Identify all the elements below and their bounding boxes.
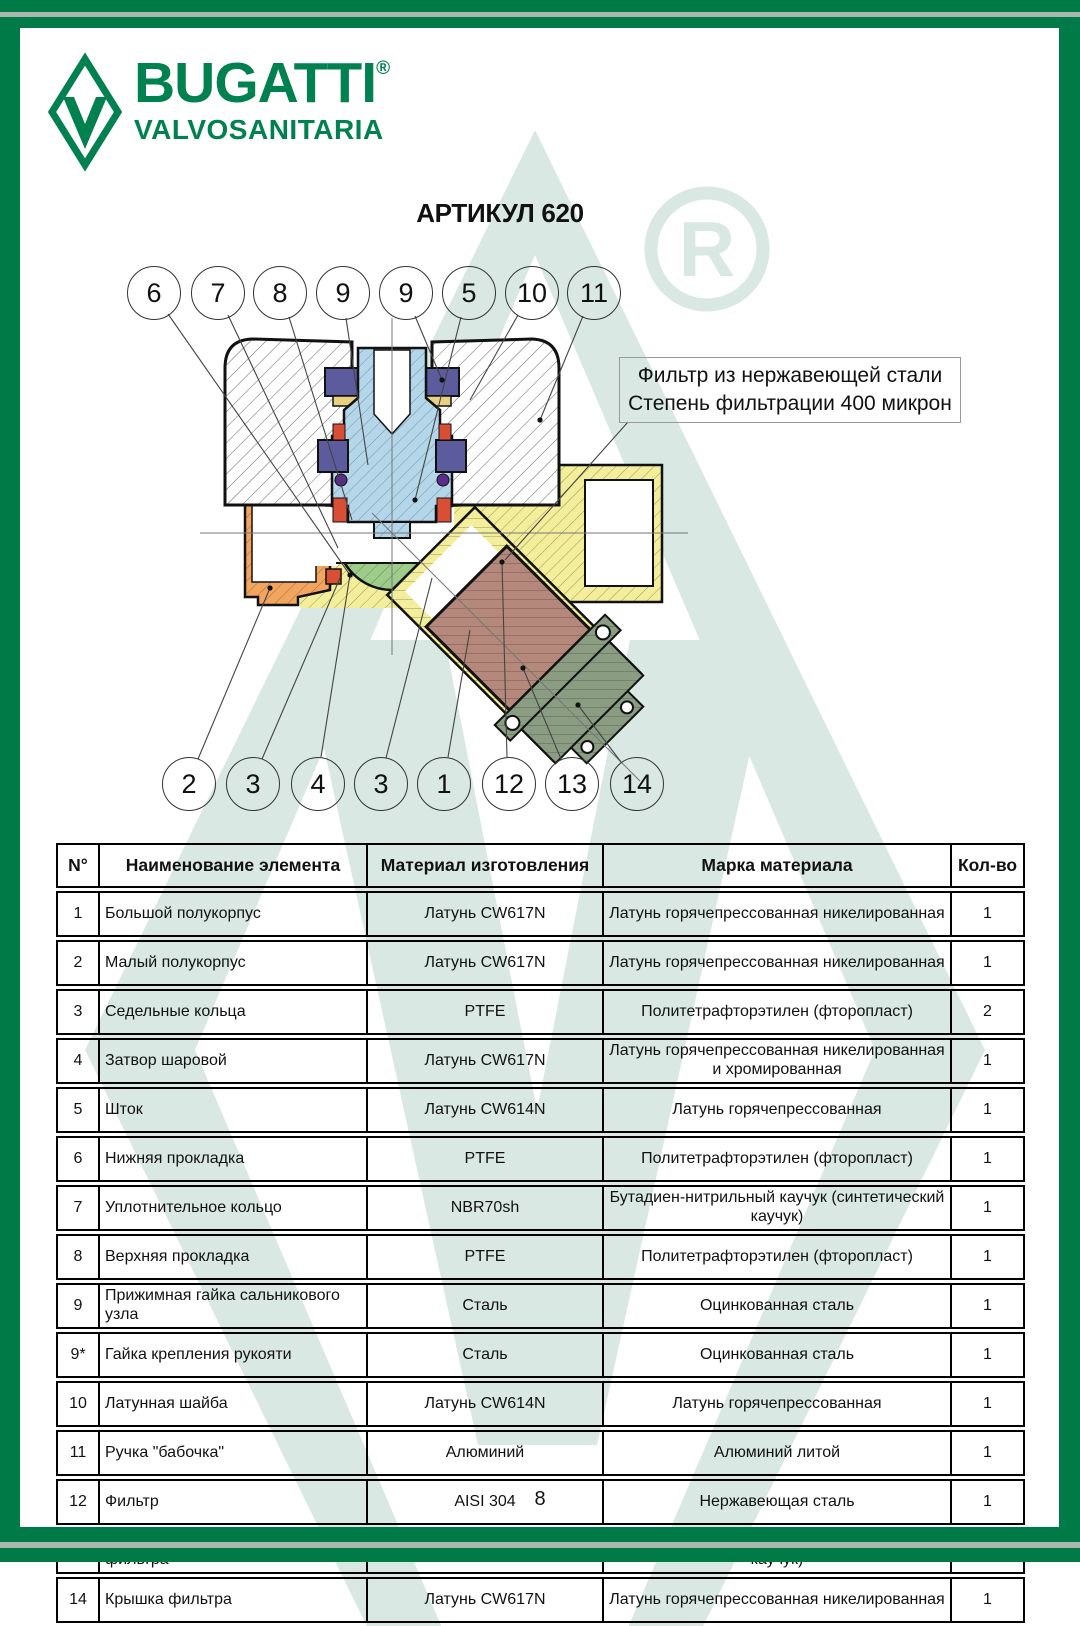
header-c-material: Материал изготовления bbox=[368, 843, 604, 888]
cell-c-mark: Бутадиен-нитрильный каучук (синтетический каучук) bbox=[604, 1185, 952, 1231]
callout-8: 8 bbox=[253, 266, 307, 320]
cell-c-qty: 1 bbox=[952, 1087, 1025, 1133]
cell-c-num: 1 bbox=[56, 891, 100, 937]
cell-c-name: Верхняя прокладка bbox=[100, 1234, 368, 1280]
bugatti-diamond-icon bbox=[48, 55, 122, 169]
cell-c-material: PTFE bbox=[368, 1234, 604, 1280]
cell-c-qty: 1 bbox=[952, 1038, 1025, 1084]
cell-c-num: 4 bbox=[56, 1038, 100, 1084]
cell-c-material: Сталь bbox=[368, 1283, 604, 1329]
callout-1: 1 bbox=[417, 757, 471, 811]
cell-c-material: PTFE bbox=[368, 989, 604, 1035]
cell-c-num: 14 bbox=[56, 1577, 100, 1623]
cell-c-material: NBR70sh bbox=[368, 1185, 604, 1231]
cell-c-mark: Латунь горячепрессованная bbox=[604, 1087, 952, 1133]
cell-c-name: Крышка фильтра bbox=[100, 1577, 368, 1623]
cell-c-name: Малый полукорпус bbox=[100, 940, 368, 986]
table-row bbox=[56, 989, 1025, 1035]
annotation-line1: Фильтр из нержавеющей стали bbox=[637, 363, 943, 387]
callout-13: 13 bbox=[545, 757, 599, 811]
callout-3: 3 bbox=[354, 757, 408, 811]
cell-c-num: 11 bbox=[56, 1430, 100, 1476]
table-row bbox=[56, 940, 1025, 986]
cell-c-material: Латунь CW617N bbox=[368, 891, 604, 937]
frame-right bbox=[1059, 0, 1080, 1562]
cell-c-material: Алюминий bbox=[368, 1430, 604, 1476]
cell-c-name: Седельные кольца bbox=[100, 989, 368, 1035]
cell-c-num: 2 bbox=[56, 940, 100, 986]
cell-c-num: 9* bbox=[56, 1332, 100, 1378]
table-row bbox=[56, 1381, 1025, 1427]
cell-c-name: Ручка "бабочка" bbox=[100, 1430, 368, 1476]
table-row bbox=[56, 1234, 1025, 1280]
cell-c-qty: 1 bbox=[952, 1577, 1025, 1623]
header-c-name: Наименование элемента bbox=[100, 843, 368, 888]
cell-c-name: Гайка крепления рукояти bbox=[100, 1332, 368, 1378]
table-row bbox=[56, 1136, 1025, 1182]
cell-c-name: Нижняя прокладка bbox=[100, 1136, 368, 1182]
cell-c-mark: Нержавеющая сталь bbox=[604, 1479, 952, 1525]
cell-c-material: Латунь CW617N bbox=[368, 1038, 604, 1084]
callout-9: 9 bbox=[379, 266, 433, 320]
cell-c-material: Латунь CW614N bbox=[368, 1381, 604, 1427]
table-row bbox=[56, 1283, 1025, 1329]
cell-c-num: 6 bbox=[56, 1136, 100, 1182]
cell-c-name: Латунная шайба bbox=[100, 1381, 368, 1427]
cell-c-name: Фильтр bbox=[100, 1479, 368, 1525]
cell-c-mark: Латунь горячепрессованная никелированная и хромированная bbox=[604, 1038, 952, 1084]
cell-c-qty: 1 bbox=[952, 1381, 1025, 1427]
table-row bbox=[56, 1038, 1025, 1084]
parts-table-header-row bbox=[56, 843, 1025, 888]
cell-c-material: Латунь CW614N bbox=[368, 1087, 604, 1133]
cell-c-material: PTFE bbox=[368, 1136, 604, 1182]
table-row bbox=[56, 891, 1025, 937]
registered-symbol: ® bbox=[376, 58, 391, 79]
header-c-qty: Кол-во bbox=[952, 843, 1025, 888]
cell-c-mark: Политетрафторэтилен (фторопласт) bbox=[604, 989, 952, 1035]
callout-3: 3 bbox=[226, 757, 280, 811]
cell-c-qty: 2 bbox=[952, 989, 1025, 1035]
cell-c-name: Прижимная гайка сальникового узла bbox=[100, 1283, 368, 1329]
filter-annotation-box bbox=[619, 357, 961, 423]
callout-7: 7 bbox=[191, 266, 245, 320]
callout-12: 12 bbox=[482, 757, 536, 811]
page-title: АРТИКУЛ 620 bbox=[416, 198, 584, 228]
header-c-num: N° bbox=[56, 843, 100, 888]
cell-c-mark: Латунь горячепрессованная никелированная bbox=[604, 940, 952, 986]
cell-c-name: Затвор шаровой bbox=[100, 1038, 368, 1084]
cell-c-num: 7 bbox=[56, 1185, 100, 1231]
cell-c-material: Латунь CW617N bbox=[368, 940, 604, 986]
cell-c-name: Шток bbox=[100, 1087, 368, 1133]
cell-c-num: 12 bbox=[56, 1479, 100, 1525]
cell-c-name: Уплотнительное кольцо bbox=[100, 1185, 368, 1231]
cell-c-mark: Латунь горячепрессованная никелированная bbox=[604, 891, 952, 937]
cell-c-mark: Латунь горячепрессованная никелированная bbox=[604, 1577, 952, 1623]
callout-2: 2 bbox=[162, 757, 216, 811]
cell-c-qty: 1 bbox=[952, 1234, 1025, 1280]
cell-c-mark: Политетрафторэтилен (фторопласт) bbox=[604, 1136, 952, 1182]
table-row bbox=[56, 1577, 1025, 1623]
page-number: 8 bbox=[534, 1488, 546, 1510]
cell-c-num: 10 bbox=[56, 1381, 100, 1427]
cell-c-num: 5 bbox=[56, 1087, 100, 1133]
callout-5: 5 bbox=[442, 266, 496, 320]
callout-11: 11 bbox=[567, 266, 621, 320]
cell-c-num: 3 bbox=[56, 989, 100, 1035]
table-row bbox=[56, 1087, 1025, 1133]
cell-c-num: 8 bbox=[56, 1234, 100, 1280]
cell-c-qty: 1 bbox=[952, 940, 1025, 986]
cell-c-mark: Алюминий литой bbox=[604, 1430, 952, 1476]
frame-bottom-stripe bbox=[0, 1542, 1080, 1548]
cell-c-name: Большой полукорпус bbox=[100, 891, 368, 937]
svg-text:R: R bbox=[678, 205, 736, 293]
table-row bbox=[56, 1185, 1025, 1231]
annotation-line2: Степень фильтрации 400 микрон bbox=[628, 392, 952, 415]
callout-4: 4 bbox=[291, 757, 345, 811]
callout-10: 10 bbox=[505, 266, 559, 320]
cell-c-mark: Латунь горячепрессованная bbox=[604, 1381, 952, 1427]
table-row bbox=[56, 1332, 1025, 1378]
frame-left bbox=[0, 0, 20, 1562]
cell-c-qty: 1 bbox=[952, 1430, 1025, 1476]
cell-c-material: Сталь bbox=[368, 1332, 604, 1378]
callout-14: 14 bbox=[610, 757, 664, 811]
brand-name: BUGATTI® bbox=[134, 51, 391, 115]
cell-c-mark: Оцинкованная сталь bbox=[604, 1332, 952, 1378]
cell-c-mark: Политетрафторэтилен (фторопласт) bbox=[604, 1234, 952, 1280]
header-c-mark: Марка материала bbox=[604, 843, 952, 888]
table-row bbox=[56, 1430, 1025, 1476]
company-logo bbox=[48, 51, 391, 169]
callout-9: 9 bbox=[316, 266, 370, 320]
cell-c-material: AISI 304 bbox=[368, 1479, 604, 1525]
frame-top-stripe bbox=[0, 12, 1080, 17]
brand-subtitle: VALVOSANITARIA bbox=[134, 114, 384, 145]
cell-c-qty: 1 bbox=[952, 891, 1025, 937]
cell-c-qty: 1 bbox=[952, 1136, 1025, 1182]
cell-c-mark: Оцинкованная сталь bbox=[604, 1283, 952, 1329]
cell-c-qty: 1 bbox=[952, 1479, 1025, 1525]
cell-c-qty: 1 bbox=[952, 1332, 1025, 1378]
cell-c-material: Латунь CW617N bbox=[368, 1577, 604, 1623]
cell-c-qty: 1 bbox=[952, 1283, 1025, 1329]
cell-c-qty: 1 bbox=[952, 1185, 1025, 1231]
cell-c-num: 9 bbox=[56, 1283, 100, 1329]
callout-6: 6 bbox=[127, 266, 181, 320]
